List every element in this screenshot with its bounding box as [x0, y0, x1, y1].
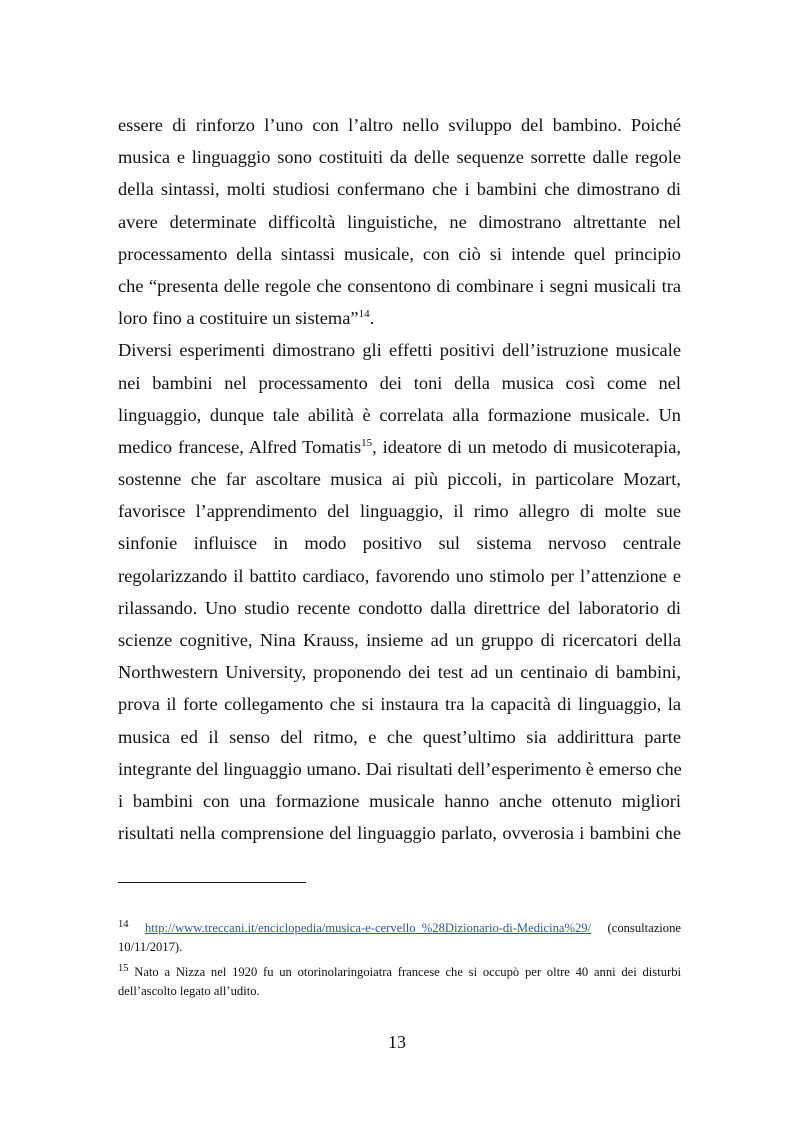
text-line: integrante del linguaggio umano. Dai risultati dell’esperimento è emerso che: [118, 758, 682, 779]
text-line: Northwestern University, proponendo dei test ad un centinaio di bambini,: [118, 662, 681, 683]
text-line: sostenne che far ascoltare musica ai più piccoli, in particolare Mozart,: [118, 469, 681, 490]
footnote-number: 14: [118, 919, 129, 930]
text-line: loro fino a costituire un sistema”$^{14}$.: [118, 308, 375, 329]
footnote-ref-15[interactable]: 15: [361, 436, 373, 449]
body-text: [118, 109, 681, 849]
text-line: linguaggio, dunque tale abilità è correlata alla formazione musicale. Un: [118, 404, 681, 425]
text-line: medico francese, Alfred Tomatis$^{15}$, ideatore di un metodo di musicoterapia,: [118, 436, 681, 457]
footnotes: [118, 914, 681, 1002]
page-number: 13: [388, 1032, 406, 1052]
text-line: della sintassi, molti studiosi confermano che i bambini che dimostrano di: [118, 179, 681, 200]
footnote-15-continued: dell’ascolto legato all’udito.: [118, 984, 260, 998]
text-line: i bambini con una formazione musicale hanno anche ottenuto migliori: [118, 790, 681, 811]
text-line: prova il forte collegamento che si instaura tra la capacità di linguaggio, la: [118, 694, 681, 715]
text-line: risultati nella comprensione del linguaggio parlato, ovverosia i bambini che: [118, 823, 681, 844]
text-line: regolarizzando il battito cardiaco, favorendo uno stimolo per l’attenzione e: [118, 565, 681, 586]
footnote-number: 15: [118, 963, 129, 974]
footnote-link[interactable]: http://www.treccani.it/enciclopedia/musica-e-cervello_%28Dizionario-di-Medicina%29/: [144, 921, 592, 936]
text-line: rilassando. Uno studio recente condotto dalla direttrice del laboratorio di: [118, 597, 681, 618]
text-line: che “presenta delle regole che consentono di combinare i segni musicali tra: [118, 275, 681, 296]
text-line: musica ed il senso del ritmo, e che quest’ultimo sia addirittura parte: [118, 726, 681, 747]
text-line: favorisce l’apprendimento del linguaggio, il rimo allegro di molte sue: [118, 501, 681, 522]
text-line: avere determinate difficoltà linguistiche, ne dimostrano altrettante nel: [118, 211, 681, 232]
text-line: essere di rinforzo l’uno con l’altro nello sviluppo del bambino. Poiché: [118, 115, 681, 135]
text-line: musica e linguaggio sono costituiti da delle sequenze sorrette dalle regole: [118, 147, 681, 168]
text-line: Diversi esperimenti dimostrano gli effetti positivi dell’istruzione musicale: [118, 340, 681, 361]
footnote-ref-14[interactable]: 14: [358, 308, 370, 320]
footnote-14-continued: 10/11/2017).: [118, 940, 183, 954]
footnote-14: $^{14}$ http://www.treccani.it/enciclopedia/musica-e-cervello_%28Dizionario-di-Medicina%29/ (consultazione: [118, 919, 681, 936]
footnote-15: $^{15}$ Nato a Nizza nel 1920 fu un otorinolaringoiatra francese che si occupò per oltre 40 anni dei disturbi: [118, 963, 681, 980]
footnote-separator: [118, 882, 306, 883]
text-line: scienze cognitive, Nina Krauss, insieme ad un gruppo di ricercatori della: [118, 630, 681, 650]
text-line: nei bambini nel processamento dei toni della musica così come nel: [118, 372, 681, 393]
text-line: sinfonie influisce in modo positivo sul sistema nervoso centrale: [118, 533, 681, 554]
text-line: processamento della sintassi musicale, con ciò si intende quel principio: [118, 243, 681, 264]
